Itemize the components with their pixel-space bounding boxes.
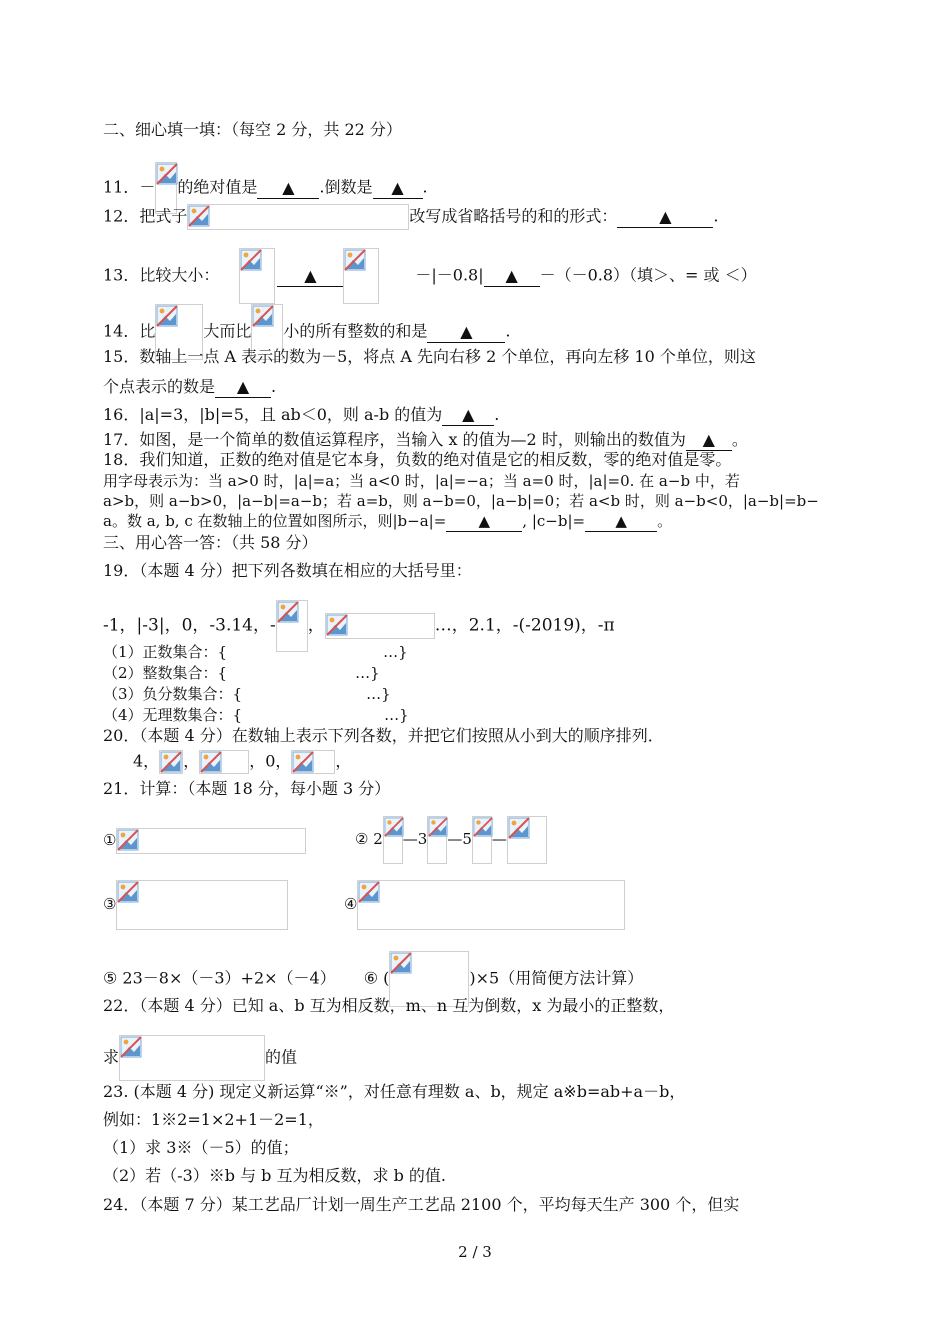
image-placeholder <box>427 816 447 864</box>
image-placeholder <box>472 816 492 864</box>
question-23-title: 23. (本题 4 分) 现定义新运算“※”，对任意有理数 a、b，规定 a※b=ab+a－b， <box>103 1082 686 1101</box>
question-21-title: 21．计算：（本题 18 分，每小题 3 分） <box>103 779 391 798</box>
question-24-title: 24．（本题 7 分）某工艺品厂计划一周生产工艺品 2100 个，平均每天生产 300 个，但实 <box>103 1195 740 1214</box>
question-18-line-3: a>b，则 a−b>0，|a−b|=a−b；若 a=b，则 a−b=0，|a−b|=0；若 a<b 时，则 a−b<0，|a−b|=b− <box>103 492 819 510</box>
question-18-line-4: a。数 a, b, c 在数轴上的位置如图所示，则|b−a|= ▲ , |c−b|= ▲ 。 <box>103 512 673 530</box>
image-placeholder <box>116 828 306 854</box>
calc-4: ④ <box>344 880 625 930</box>
answer-blank: ▲ <box>277 266 343 287</box>
image-placeholder <box>239 248 275 304</box>
image-placeholder <box>291 750 335 774</box>
question-15-line-2: 个点表示的数是 ▲ . <box>103 377 277 396</box>
image-placeholder <box>119 1035 265 1081</box>
image-placeholder <box>357 880 625 930</box>
answer-blank: ▲ <box>686 430 732 451</box>
calc-3: ③ <box>103 880 288 930</box>
question-20-numbers: 4， ， ，0， ， <box>133 750 351 774</box>
set-irrational: （4）无理数集合：{ …} <box>103 706 409 724</box>
image-placeholder <box>383 816 403 864</box>
answer-blank: ▲ <box>442 405 494 426</box>
question-23-part-1: （1）求 3※（－5）的值； <box>103 1138 299 1157</box>
answer-blank: ▲ <box>484 266 540 287</box>
answer-blank: ▲ <box>446 511 522 532</box>
set-integer: （2）整数集合：{ …} <box>103 664 380 682</box>
image-placeholder <box>325 613 435 639</box>
answer-blank: ▲ <box>585 511 657 532</box>
image-placeholder <box>199 750 249 774</box>
calc-1: ① <box>103 828 306 854</box>
question-14: 14．比 大而比 小的所有整数的和是 ▲ . <box>103 304 511 360</box>
image-placeholder <box>343 248 379 304</box>
answer-blank: ▲ <box>373 178 423 199</box>
question-16: 16．|a|=3，|b|=5，且 ab＜0，则 a-b 的值为 ▲ . <box>103 405 500 424</box>
calc-5-6: ⑤ 23－8×（－3）+2×（－4） ⑥ ( )×5（用简便方法计算） <box>103 951 643 1007</box>
question-22-expression: 求 的值 <box>103 1035 297 1081</box>
question-23-example: 例如：1※2=1×2+1－2=1， <box>103 1110 324 1129</box>
question-18-line-2: 用字母表示为：当 a>0 时，|a|=a；当 a<0 时，|a|=−a；当 a=0 时，|a|=0. 在 a−b 中，若 <box>103 472 740 490</box>
section-2-title: 二、细心填一填：（每空 2 分，共 22 分） <box>103 120 402 139</box>
answer-blank: ▲ <box>427 322 505 343</box>
calc-2: ② 2 —3 —5 — <box>355 816 547 864</box>
question-22-title: 22．（本题 4 分）已知 a、b 互为相反数，m、n 互为倒数，x 为最小的正整数， <box>103 996 675 1015</box>
question-15-line-1: 15．数轴上一点 A 表示的数为－5，将点 A 先向右移 2 个单位，再向左移 10 个单位，则这 <box>103 347 756 366</box>
section-3-title: 三、用心答一答：（共 58 分） <box>103 533 318 552</box>
question-19-title: 19．（本题 4 分）把下列各数填在相应的大括号里： <box>103 561 472 580</box>
image-placeholder <box>159 750 183 774</box>
answer-blank: ▲ <box>257 178 319 199</box>
answer-blank: ▲ <box>215 377 271 398</box>
question-23-part-2: （2）若（-3）※b 与 b 互为相反数，求 b 的值. <box>103 1166 447 1185</box>
image-placeholder <box>116 880 288 930</box>
set-positive: （1）正数集合：{ …} <box>103 643 408 661</box>
question-17: 17．如图，是一个简单的数值运算程序，当输入 x 的值为—2 时，则输出的数值为 ▲ 。 <box>103 430 748 449</box>
question-18-line-1: 18．我们知道，正数的绝对值是它本身，负数的绝对值是它的相反数，零的绝对值是零。 <box>103 450 732 469</box>
image-placeholder <box>507 816 547 864</box>
question-11: 11．－ 的绝对值是 ▲ .倒数是 ▲ . <box>103 162 428 214</box>
set-negative-fraction: （3）负分数集合：{ …} <box>103 685 391 703</box>
page-number: 2 / 3 <box>458 1243 492 1261</box>
question-20-title: 20．（本题 4 分）在数轴上表示下列各数，并把它们按照从小到大的顺序排列． <box>103 726 664 745</box>
question-13: 13．比较大小： ▲ －|－0.8| ▲ －（－0.8）（填＞、= 或 ＜） <box>103 248 757 304</box>
question-12: 12．把式子 改写成省略括号的和的形式： ▲ . <box>103 204 718 230</box>
image-placeholder <box>187 204 409 230</box>
question-19-numbers: -1，|-3|，0，-3.14，- ， …，2.1，-(-2019)，-π <box>103 600 615 652</box>
answer-blank: ▲ <box>617 207 713 228</box>
